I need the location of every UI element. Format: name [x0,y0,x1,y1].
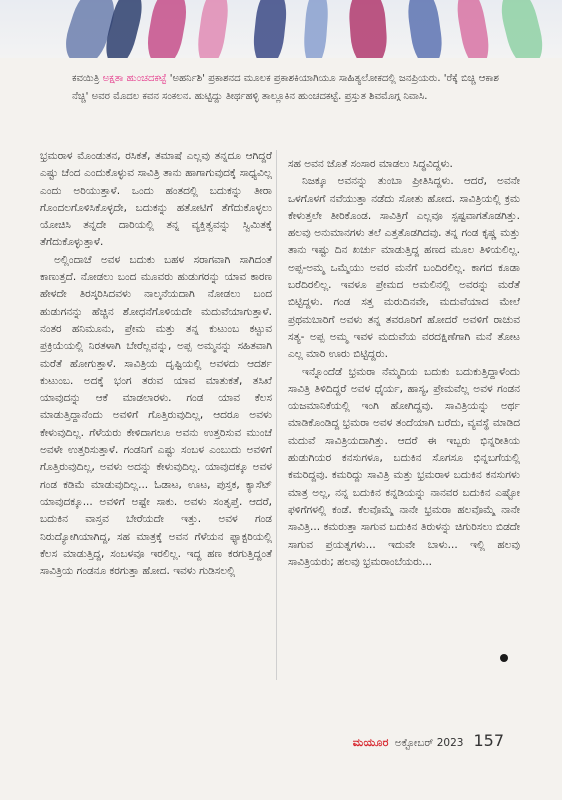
author-name: ಅಕ್ಷತಾ ಹುಂಚದಕಟ್ಟೆ [102,73,167,84]
header-artwork [0,0,562,58]
page-footer [353,731,504,750]
paragraph: ನಿಜಕ್ಕೂ ಅವನನ್ನು ತುಂಬಾ ಪ್ರೀತಿಸಿದ್ದಳು. ಆದರೆ, ಅವನೇ ಒಳಗೊಳಗೆ ನವೆಯುತ್ತಾ ನಡೆದು ಸೋತು ಹೋದ. ಸಾವಿತ್ರಿಯಲ್ಲಿ ಕ್ರಮ ಕೇಳುತ್ತಲೇ ತೀರಿಕೊಂಡ. ಸಾವಿತ್ರಿಗೆ ಎಲ್ಲವೂ ಸ್ಪಷ್ಟವಾಗತೊಡಗಿತ್ತು. ಹಲವು ಅನುಮಾನಗಳು ತಲೆ ಎತ್ತತೊಡಗಿದವು. ತನ್ನ ಗಂಡ ಕೃಷ್ಣ ಮತ್ತು ತಾನು ಇಷ್ಟು ದಿನ ಖರ್ಚು ಮಾಡುತ್ತಿದ್ದ ಹಣದ ಮೂಲ ತಿಳಿಯಲಿಲ್ಲ. ಅಪ್ಪ-ಅಮ್ಮ ಒಮ್ಮೆಯು ಅವರ ಮನೆಗೆ ಬಂದಿರಲಿಲ್ಲ. ಕಾಗದ ಕೂಡಾ ಬರೆದಿರಲಿಲ್ಲ. ಇವಳೂ ಪ್ರೇಮದ ಅಮಲಿನಲ್ಲಿ ಅವರನ್ನು ಮರೆತೆ ಬಿಟ್ಟಿದ್ದಳು. ಗಂಡ ಸತ್ತ ಮರುದಿನವೇ, ಮದುವೆಯಾದ ಮೇಲೆ ಪ್ರಥಮಬಾರಿಗೆ ಅವಳು ತನ್ನ ತವರೂರಿಗೆ ಹೋದರೆ ಅವಳಿಗೆ ರಾಚುವ ಸತ್ಯ- ಅಪ್ಪ ಅಮ್ಮ ಇವಳ ಮದುವೆಯ ವರದಕ್ಷಿಣೆಗಾಗಿ ಮನೆ ತೋಟ ಎಲ್ಲ ಮಾರಿ ಊರು ಬಿಟ್ಟಿದ್ದರು. [288,175,520,361]
left-column [40,148,272,580]
paragraph: ಭ್ರಮರಾಳ ಮೊಂಡುತನ, ರಸಿಕತೆ, ತಮಾಷೆ ಎಲ್ಲವು ತನ್ನದೂ ಆಗಿದ್ದರೆ ಎಷ್ಟು ಚೆಂದ ಎಂದುಕೊಳ್ಳುವ ಸಾವಿತ್ರಿ ತಾನು ಹಾಗಾಗುವುದಕ್ಕೆ ಸಾಧ್ಯವಿಲ್ಲ ಎಂದು ಅರಿಯುತ್ತಾಳೆ. ಒಂದು ಹಂತದಲ್ಲಿ ಬದುಕನ್ನು ತೀರಾ ಗೊಂದಲಗೊಳಿಸಿಕೊಳ್ಳದೇ, ಬದುಕನ್ನು ಹತೋಟಿಗೆ ತೆಗೆದುಕೊಳ್ಳಲು ಯೋಚಿಸಿ ತನ್ನದೇ ದಾರಿಯಲ್ಲಿ ತನ್ನ ವ್ಯಕ್ತಿತ್ವವನ್ನು ಸ್ವಿಮಿತಕ್ಕೆ ತೆಗೆದುಕೊಳ್ಳುತ್ತಾಳೆ. [40,150,272,249]
right-column [288,156,520,571]
issue-month: ಅಕ್ಟೋಬರ್ 2023 [394,737,464,749]
author-bio [72,70,512,105]
end-of-article-bullet-icon [500,654,508,662]
paragraph: ಇನ್ನೊಂದೆಡೆ ಭ್ರಮರಾ ನೆಮ್ಮದಿಯ ಬದುಕು ಬದುಕುತ್ತಿದ್ದಾಳೆಂದು ಸಾವಿತ್ರಿ ತಿಳಿದಿದ್ದರೆ ಅವಳ ಧೈರ್ಯ, ಹಾಸ್ಯ, ಪ್ರೇಮವೆಲ್ಲ ಅವಳ ಗಂಡನ ಯಜಮಾನಿಕೆಯಲ್ಲಿ ಇಂಗಿ ಹೋಗಿದ್ದವು. ಸಾವಿತ್ರಿಯನ್ನು ಅರ್ಥ ಮಾಡಿಕೊಂಡಿದ್ದ ಭ್ರಮರಾ ಅವಳ ತಂದೆಯಾಗಿ ಬರೆದು, ವ್ಯವಸ್ಥೆ ಮಾಡಿದ ಮದುವೆ ಸಾವಿತ್ರಿಯದಾಗಿತ್ತು. ಆದರೆ ಈ ಇಬ್ಬರು ಭಿನ್ನರೀತಿಯ ಹುಡುಗಿಯರ ಕನಸುಗಳೂ, ಬದುಕಿನ ಸೊಗಸೂ ಭಿನ್ನಬಗೆಯಲ್ಲಿ ಕಮರಿದ್ದವು. ಕಮರಿದ್ದು ಸಾವಿತ್ರಿ ಮತ್ತು ಭ್ರಮರಾಳ ಬದುಕಿನ ಕನಸುಗಳು ಮಾತ್ರ ಅಲ್ಲ, ನನ್ನ ಬದುಕಿನ ಕನ್ನಡಿಯನ್ನು ನಾನವರ ಬದುಕಿನ ಎಷ್ಟೋ ಫಳಿಗೆಗಳಲ್ಲಿ ಕಂಡೆ. ಕೆಲವೊಮ್ಮೆ ನಾನೇ ಭ್ರಮರಾ ಹಲವೊಮ್ಮೆ ನಾನೇ ಸಾವಿತ್ರಿ... ಕಮರುತ್ತಾ ಸಾಗುವ ಬದುಕಿನ ತಿರುಳನ್ನು ಚಿಗುರಿಸಲು ಬಿಡದೇ ಸಾಗುವ ಪ್ರಯತ್ನಗಳು... ಇದುವೇ ಬಾಳು... ಇಲ್ಲಿ ಹಲವು ಸಾವಿತ್ರಿಯರು; ಹಲವು ಭ್ರಮರಾಂಬೆಯರು... [288,365,520,568]
magazine-logo: ಮಯೂರ [352,736,389,749]
bio-text: 'ಅಹರ್ನಿಶಿ' ಪ್ರಕಾಶನದ ಮೂಲಕ ಪ್ರಕಾಶಕಿಯಾಗಿಯೂ ಸಾಹಿತ್ಯಲೋಕದಲ್ಲಿ ಜನಪ್ರಿಯರು. 'ರೆಕ್ಕೆ ಬಿಚ್ಚಿ ಆಕಾಶ ನೆಚ್ಚಿ' ಅವರ ಮೊದಲ ಕವನ ಸಂಕಲನ. ಹುಟ್ಟಿದ್ದು ತೀರ್ಥಹಳ್ಳಿ ತಾಲ್ಲೂಕಿನ ಹುಂಚದಕಟ್ಟೆ. ಪ್ರಸ್ತುತ ಶಿವಮೊಗ್ಗ ನಿವಾಸಿ. [72,73,499,102]
paragraph: ಸಹ ಅವನ ಜೊತೆ ಸಂಸಾರ ಮಾಡಲು ಸಿದ್ಧವಿದ್ದಳು. [288,158,453,170]
bio-prefix: ಕವಯಿತ್ರಿ [72,73,103,84]
paragraph: ಅಲ್ಲಿಂದಾಚೆ ಅವಳ ಬದುಕು ಬಹಳ ಸರಾಗವಾಗಿ ಸಾಗಿದಂತೆ ಕಾಣುತ್ತದೆ. ನೋಡಲು ಬಂದ ಮೂವರು ಹುಡುಗರನ್ನು ಯಾವ ಕಾರಣ ಹೇಳದೇ ತಿರಸ್ಕರಿಸಿದವಳು ನಾಲ್ಕನೆಯದಾಗಿ ನೋಡಲು ಬಂದ ಹುಡುಗನನ್ನು ಹೆಚ್ಚಿನ ಶೋಧನೆಗೊಳಿಯದೇ ಮದುವೆಯಾಗುತ್ತಾಳೆ. ನಂತರ ಹನಿಮೂನು, ಪ್ರೇಮ ಮತ್ತು ತನ್ನ ಕುಟುಂಬ ಕಟ್ಟುವ ಪ್ರಕ್ರಿಯೆಯಲ್ಲಿ ನಿರತಳಾಗಿ ಬೇರೆಲ್ಲವನ್ನು, ಅಪ್ಪ ಅಮ್ಮನನ್ನು ಸಹಿತವಾಗಿ ಮರೆತೆ ಹೋಗುತ್ತಾಳೆ. ಸಾವಿತ್ರಿಯ ದೃಷ್ಟಿಯಲ್ಲಿ ಅವಳದು ಆದರ್ಶ ಕುಟುಂಬ. ಅದಕ್ಕೆ ಭಂಗ ತರುವ ಯಾವ ಮಾತುಕತೆ, ತಸಿಖೆ ಯಾವುದನ್ನು ಆಕೆ ಮಾಡಲಾರಳು. ಗಂಡ ಯಾವ ಕೆಲಸ ಮಾಡುತ್ತಿದ್ದಾನೆಂದು ಅವಳಿಗೆ ಗೊತ್ತಿರುವುದಿಲ್ಲ, ಆದರೂ ಅವಳು ಕೇಳುವುದಿಲ್ಲ. ಗೆಳೆಯರು ಕೇಳಿದಾಗಲೂ ಅವನು ಉತ್ತರಿಸುವ ಮುಂಚೆ ಅವಳೇ ಉತ್ತರಿಸುತ್ತಾಳೆ. ಗಂಡನಿಗೆ ಎಷ್ಟು ಸಂಬಳ ಎಂಬುದು ಅವಳಿಗೆ ಗೊತ್ತಿರುವುದಿಲ್ಲ, ಅವಳು ಅದನ್ನು ಕೇಳುವುದಿಲ್ಲ. ಯಾವುದಕ್ಕೂ ಅವಳ ಗಂಡ ಕಡಿಮೆ ಮಾಡುವುದಿಲ್ಲ... ಓಡಾಟ, ಊಟ, ಪುಸ್ತಕ, ಕ್ಯಾಸೆಟ್ ಯಾವುದಕ್ಕೂ... ಅವಳಿಗೆ ಅಷ್ಟೇ ಸಾಕು. ಅವಳು ಸಂತೃಪ್ತೆ. ಆದರೆ, ಬದುಕಿನ ವಾಸ್ತವ ಬೇರೆಯದೇ ಇತ್ತು. ಅವಳ ಗಂಡ ನಿರುದ್ಯೋಗಿಯಾಗಿದ್ದ, ಸಹ ಮಾತ್ರಕ್ಕೆ ಅವನ ಗೆಳೆಯನ ಫ್ಯಾಕ್ಟರಿಯಲ್ಲಿ ಕೆಲಸ ಮಾಡುತ್ತಿದ್ದ, ಸಂಬಳವೂ ಇರಲಿಲ್ಲ. ಇದ್ದ ಹಣ ಕರಗುತ್ತಿದ್ದಂತೆ ಸಾವಿತ್ರಿಯ ಗಂಡನೂ ಕರಗುತ್ತಾ ಹೋದ. ಇವಳು ಗುಡಿಸಲಲ್ಲಿ [40,253,272,578]
page-number: 157 [473,731,504,750]
column-divider [276,150,277,680]
